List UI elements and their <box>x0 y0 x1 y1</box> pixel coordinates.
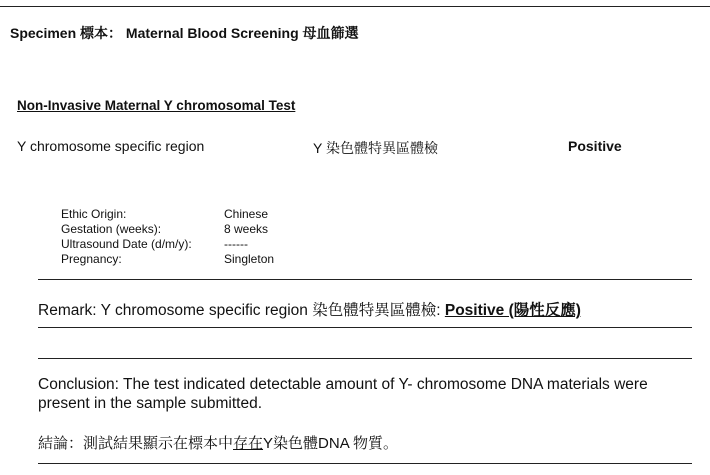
info-value: Chinese <box>224 207 269 221</box>
info-row <box>61 222 274 237</box>
test-title: Non-Invasive Maternal Y chromosomal Test <box>17 98 296 113</box>
specimen-line <box>10 23 359 43</box>
info-row <box>61 207 274 222</box>
divider <box>38 463 692 464</box>
top-rule <box>0 6 710 7</box>
info-row <box>61 252 274 267</box>
divider <box>38 327 692 328</box>
divider <box>38 279 692 280</box>
info-label: Gestation (weeks): <box>61 222 162 236</box>
remark-result: Positive (陽性反應) <box>444 302 581 319</box>
info-value: Singleton <box>224 252 275 266</box>
info-value: 8 weeks <box>224 222 269 236</box>
conclusion-zh-prefix: 結論：測試結果顯示在標本中 <box>38 435 234 452</box>
specimen-label: Specimen 標本： <box>10 25 123 41</box>
info-row <box>61 237 274 252</box>
remark-prefix: Remark: Y chromosome specific region 染色體特異區體檢: <box>38 302 445 319</box>
info-label: Ethic Origin: <box>61 207 127 221</box>
info-label: Pregnancy: <box>61 252 122 266</box>
test-row-result: Positive <box>568 138 622 154</box>
patient-info <box>61 207 274 267</box>
info-label: Ultrasound Date (d/m/y): <box>61 237 192 251</box>
conclusion-zh-emphasis: 存在 <box>233 435 264 452</box>
test-row-name-zh: Y 染色體特異區體檢 <box>313 140 438 156</box>
test-row-name-en: Y chromosome specific region <box>17 138 205 154</box>
info-value: ------ <box>224 237 248 251</box>
specimen-value: Maternal Blood Screening 母血篩選 <box>125 25 359 41</box>
conclusion-zh-suffix: Y染色體DNA 物質。 <box>263 435 399 452</box>
remark-line <box>38 298 581 320</box>
conclusion-zh <box>38 432 398 453</box>
conclusion-en: Conclusion: The test indicated detectable amount of Y- chromosome DNA materials were present in the sample submitted. <box>38 376 648 412</box>
divider <box>38 358 692 359</box>
